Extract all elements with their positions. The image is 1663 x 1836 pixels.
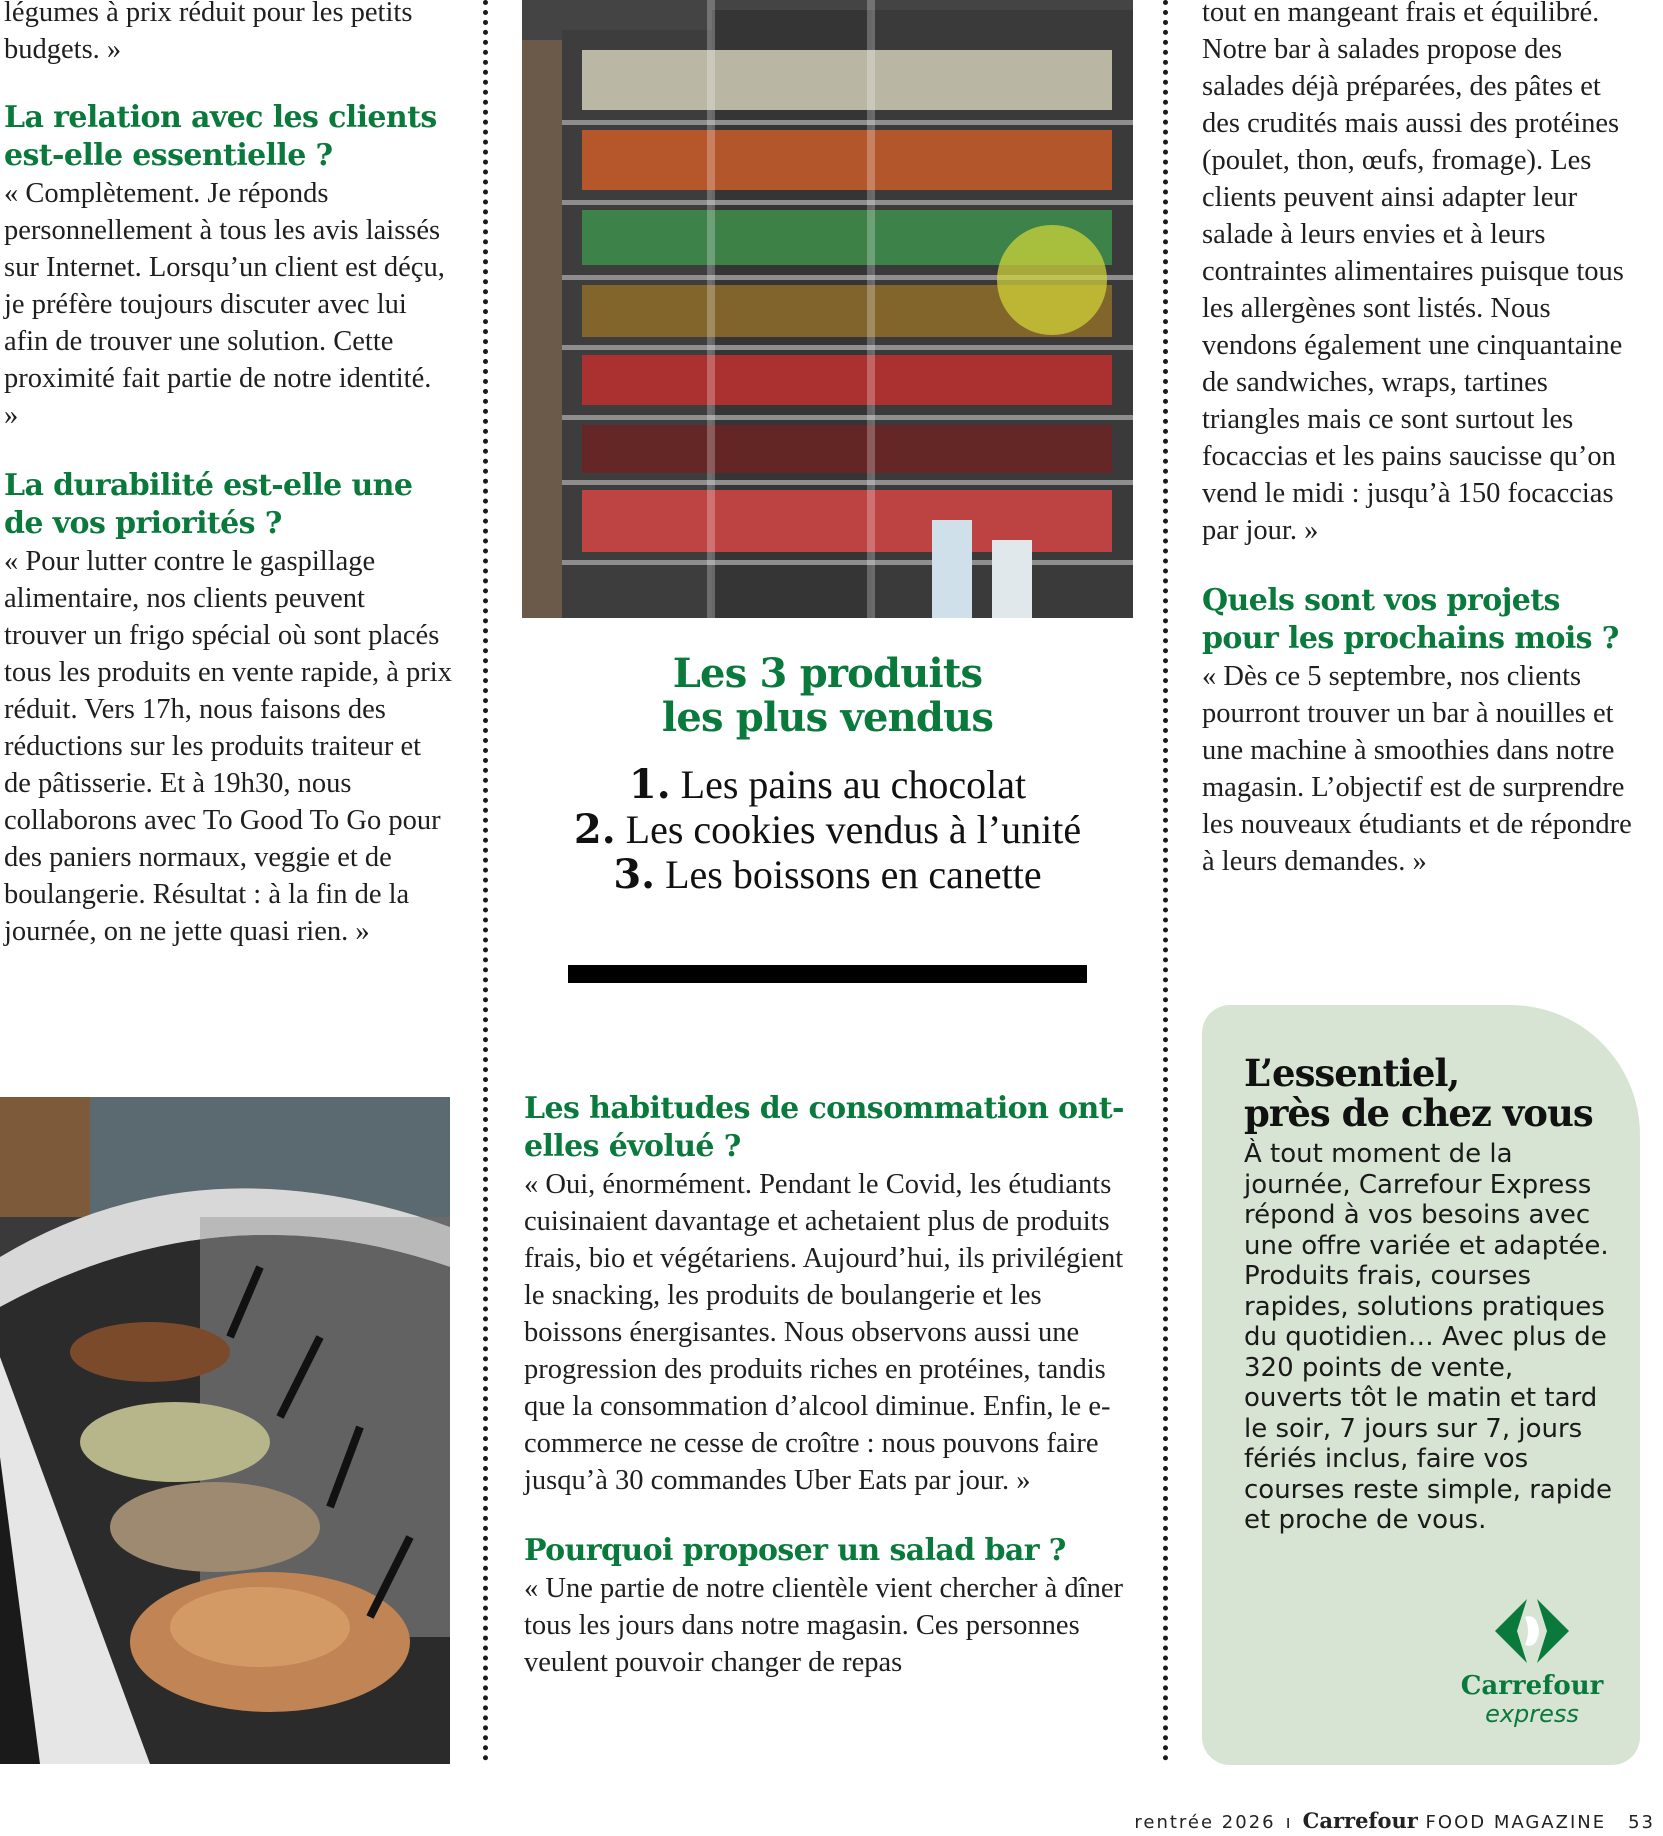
answer-salad-bar-continued: tout en mangeant frais et équilibré. Notre bar à salades propose des salades déjà préparées, des pâtes et des crudités mais aussi des protéines (poulet, thon, œufs, fromage). Les clients peuvent ainsi adapter leur salade à leurs envies et à leurs contraintes alimentaires puisque tous les allergènes sont listés. Nous vendons également une cinquantaine de sandwiches, wraps, tartines triangles mais ce sont surtout les focaccias et les pains saucisse qu’on vend le midi : jusqu’à 150 focaccias par jour. »: [1202, 0, 1624, 546]
top3-title: [522, 652, 1133, 740]
salad-bar-photo: [0, 1097, 450, 1764]
logo-name: Carrefour: [1460, 1671, 1604, 1701]
footer-brand: Carrefour: [1302, 1808, 1418, 1833]
essentiel-box: [1202, 1005, 1640, 1765]
list-item-label: Les boissons en canette: [665, 852, 1042, 897]
essentiel-title-line2: près de chez vous: [1244, 1091, 1593, 1135]
footer-issue: rentrée 2026: [1134, 1812, 1276, 1833]
question-projects: Quels sont vos projets pour les prochains mois ?: [1202, 583, 1619, 656]
top3-products: [522, 652, 1133, 897]
right-column: [1202, 0, 1642, 880]
salad-bar-illustration: [0, 1097, 450, 1764]
answer-client-relation: « Complètement. Je réponds personnellement à tous les avis laissés sur Internet. Lorsqu’un client est déçu, je préfère toujours discuter avec lui afin de trouver une solution. Cette proximité fait partie de notre identité. »: [4, 178, 445, 431]
carrefour-icon: [1487, 1595, 1577, 1667]
answer-durability: « Pour lutter contre le gaspillage alimentaire, nos clients peuvent trouver un frigo spécial où sont placés tous les produits en vente rapide, à prix réduit. Vers 17h, nous faisons des réductions sur les produits traiteur et de pâtisserie. Et à 19h30, nous collaborons avec To Good To Go pour des paniers normaux, veggie et de boulangerie. Résultat : à la fin de la journée, on ne jette quasi rien. »: [4, 546, 452, 947]
drinks-fridge-photo: [522, 0, 1133, 618]
top3-title-line1: Les 3 produits: [672, 650, 983, 697]
essentiel-text: À tout moment de la journée, Carrefour Express répond à vos besoins avec une offre variée et adaptée. Produits frais, courses rapides, solutions pratiques du quotidien… Avec plus de 320 points de vente, ouverts tôt le matin et tard le soir, 7 jours sur 7, jours fériés inclus, faire vos courses reste simple, rapide et proche de vous.: [1244, 1139, 1613, 1535]
answer-consumption-habits: « Oui, énormément. Pendant le Covid, les étudiants cuisinaient davantage et achetaient plus de produits frais, bio et végétariens. Aujourd’hui, ils privilégient le snacking, les produits de boulangerie et les boissons énergisantes. Nous observons aussi une progression des produits riches en protéines, tandis que la consommation d’alcool diminue. Enfin, le e-commerce ne cesse de croître : nous pouvons faire jusqu’à 30 commandes Uber Eats par jour. »: [524, 1169, 1124, 1496]
left-column: [4, 0, 452, 950]
carrefour-express-logo: [1457, 1595, 1607, 1727]
middle-column: [524, 1090, 1134, 1681]
drinks-fridge-illustration: [522, 0, 1133, 618]
page-footer: [1134, 1808, 1655, 1833]
essentiel-title-line1: L’essentiel,: [1244, 1051, 1460, 1095]
answer-salad-bar: « Une partie de notre clientèle vient chercher à dîner tous les jours dans notre magasin. Ces personnes veulent pouvoir changer de repas: [524, 1573, 1123, 1678]
question-consumption-habits: Les habitudes de consommation ont-elles évolué ?: [524, 1091, 1124, 1164]
list-item: [522, 762, 1133, 807]
list-item: [522, 852, 1133, 897]
column-divider-right: [1163, 0, 1168, 1762]
footer-magazine: FOOD MAGAZINE: [1425, 1812, 1607, 1833]
list-item-number: 2.: [573, 806, 616, 853]
list-item: [522, 807, 1133, 852]
list-item-number: 3.: [613, 851, 656, 898]
question-durability: La durabilité est-elle une de vos priorités ?: [4, 468, 413, 541]
footer-separator: ı: [1285, 1812, 1293, 1833]
top3-list: [522, 762, 1133, 897]
intro-end-paragraph: légumes à prix réduit pour les petits budgets. »: [4, 0, 413, 65]
list-item-number: 1.: [628, 761, 671, 808]
black-rule: [568, 965, 1087, 983]
question-client-relation: La relation avec les clients est-elle essentielle ?: [4, 100, 437, 173]
column-divider-left: [483, 0, 488, 1762]
list-item-label: Les pains au chocolat: [680, 762, 1027, 807]
page-number: 53: [1628, 1812, 1655, 1833]
top3-title-line2: les plus vendus: [661, 694, 994, 741]
list-item-label: Les cookies vendus à l’unité: [625, 807, 1082, 852]
logo-sub: express: [1485, 1700, 1579, 1728]
answer-projects: « Dès ce 5 septembre, nos clients pourront trouver un bar à nouilles et une machine à smoothies dans notre magasin. L’objectif est de surprendre les nouveaux étudiants et de répondre à leurs demandes. »: [1202, 661, 1632, 877]
essentiel-title: [1244, 1053, 1624, 1133]
question-salad-bar: Pourquoi proposer un salad bar ?: [524, 1533, 1066, 1568]
